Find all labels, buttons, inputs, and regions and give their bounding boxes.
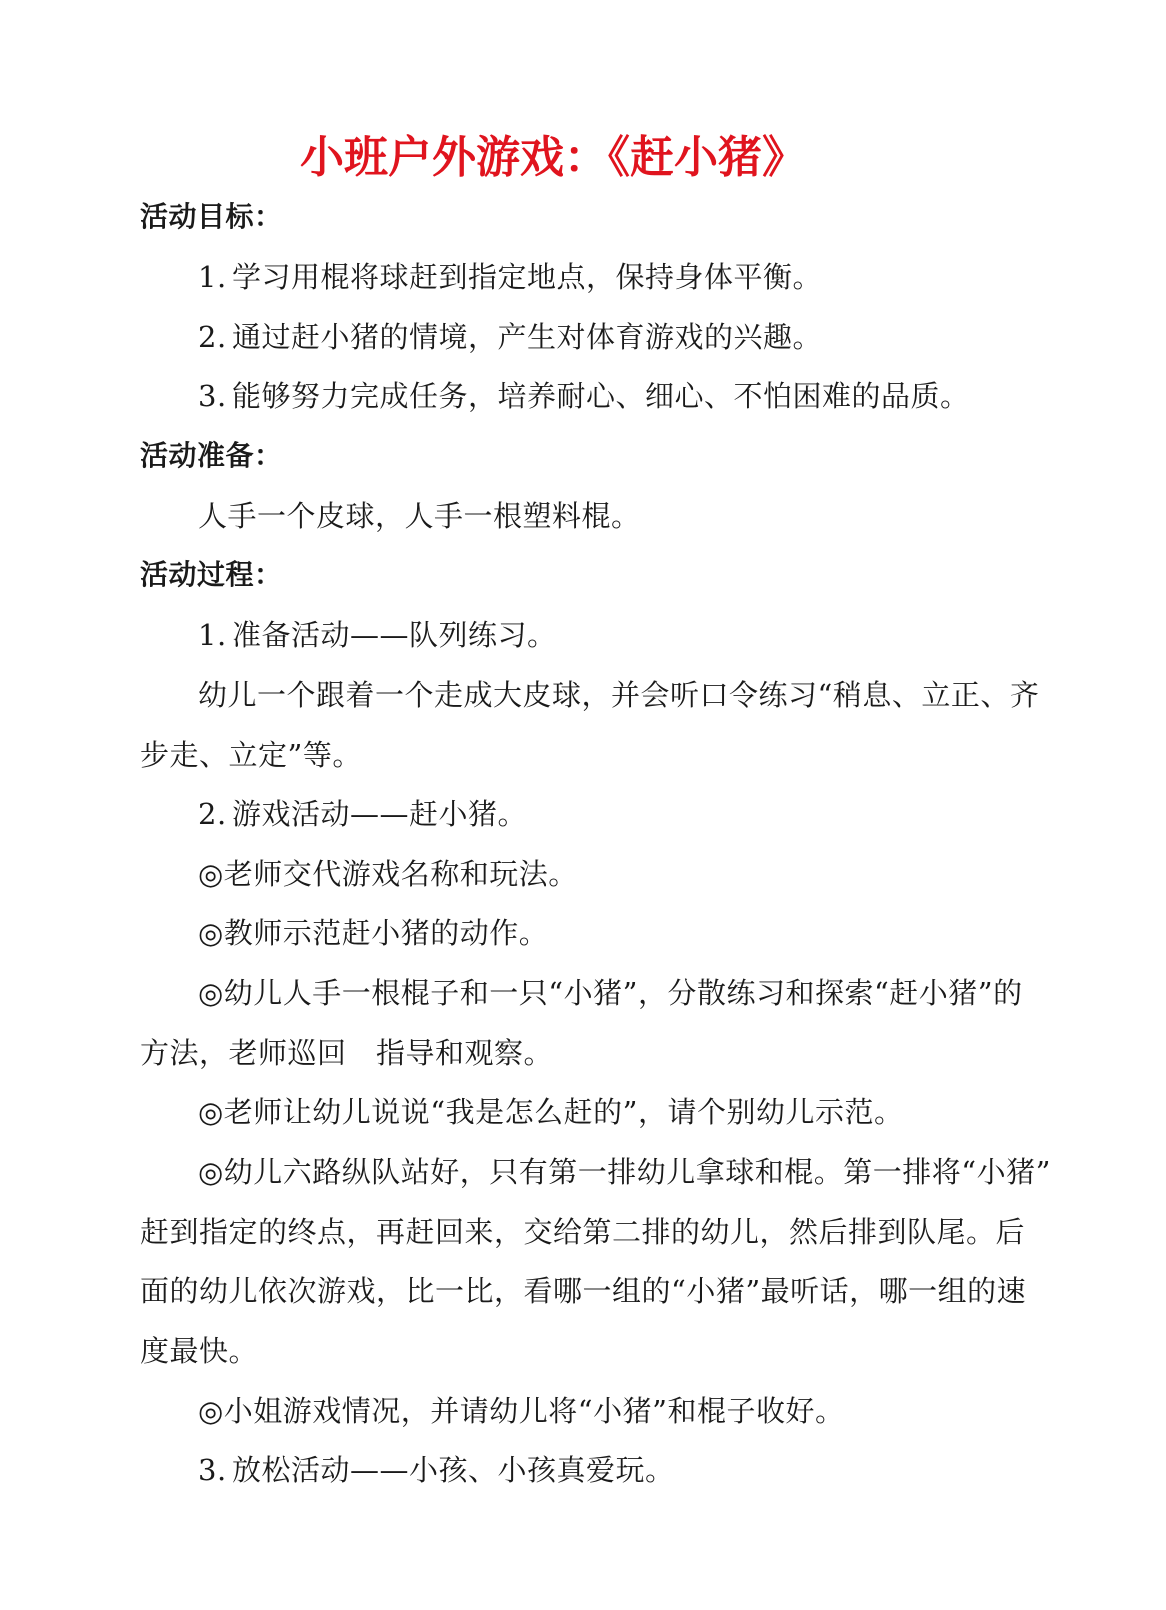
process-step-3-number: 3.: [198, 1453, 227, 1487]
bullet-2: ◎教师示范赶小猪的动作。: [198, 916, 549, 950]
goal-item-3-number: 3.: [198, 379, 227, 413]
goal-item-3: [198, 376, 970, 416]
bullet-3-line-1: ◎幼儿人手一根棍子和一只“小猪”，分散练习和探索“赶小猪”的: [198, 976, 1023, 1010]
bullet-4: ◎老师让幼儿说说“我是怎么赶的”，请个别幼儿示范。: [198, 1095, 904, 1129]
goal-item-1-number: 1.: [198, 260, 227, 294]
bullet-5-line-2: 赶到指定的终点，再赶回来，交给第二排的幼儿，然后排到队尾。后: [140, 1215, 1026, 1249]
prep-heading: 活动准备：: [140, 439, 283, 472]
process-step-2: [198, 794, 527, 834]
bullet-3-line-2: 方法，老师巡回 指导和观察。: [140, 1036, 554, 1070]
bullet-1: ◎老师交代游戏名称和玩法。: [198, 857, 578, 891]
process-step-3-text: 放松活动——小孩、小孩真爱玩。: [232, 1453, 675, 1487]
process-step-1-number: 1.: [198, 618, 227, 652]
goal-item-1: [198, 257, 822, 297]
prep-text: 人手一个皮球，人手一根塑料棍。: [198, 499, 641, 533]
goals-heading: 活动目标：: [140, 200, 283, 233]
goal-item-2-number: 2.: [198, 320, 227, 354]
process-step-1-text: 准备活动——队列练习。: [232, 618, 557, 652]
document-title: 小班户外游戏：《赶小猪》: [300, 132, 806, 183]
goal-item-2: [198, 317, 822, 357]
goal-item-3-text: 能够努力完成任务，培养耐心、细心、不怕困难的品质。: [232, 379, 970, 413]
bullet-5-line-3: 面的幼儿依次游戏，比一比，看哪一组的“小猪”最听话，哪一组的速: [140, 1274, 1027, 1308]
goal-item-1-text: 学习用棍将球赶到指定地点，保持身体平衡。: [232, 260, 823, 294]
bullet-5-line-4: 度最快。: [140, 1334, 259, 1368]
step-1-description-line-1: 幼儿一个跟着一个走成大皮球，并会听口令练习“稍息、立正、齐: [198, 678, 1040, 712]
step-1-description-line-2: 步走、立定”等。: [140, 738, 362, 772]
process-heading: 活动过程：: [140, 558, 283, 591]
bullet-6: ◎小姐游戏情况，并请幼儿将“小猪”和棍子收好。: [198, 1394, 845, 1428]
process-step-3: [198, 1450, 675, 1490]
bullet-5-line-1: ◎幼儿六路纵队站好，只有第一排幼儿拿球和棍。第一排将“小猪”: [198, 1155, 1051, 1189]
goal-item-2-text: 通过赶小猪的情境，产生对体育游戏的兴趣。: [232, 320, 823, 354]
process-step-2-number: 2.: [198, 797, 227, 831]
process-step-1: [198, 615, 557, 655]
process-step-2-text: 游戏活动——赶小猪。: [232, 797, 528, 831]
